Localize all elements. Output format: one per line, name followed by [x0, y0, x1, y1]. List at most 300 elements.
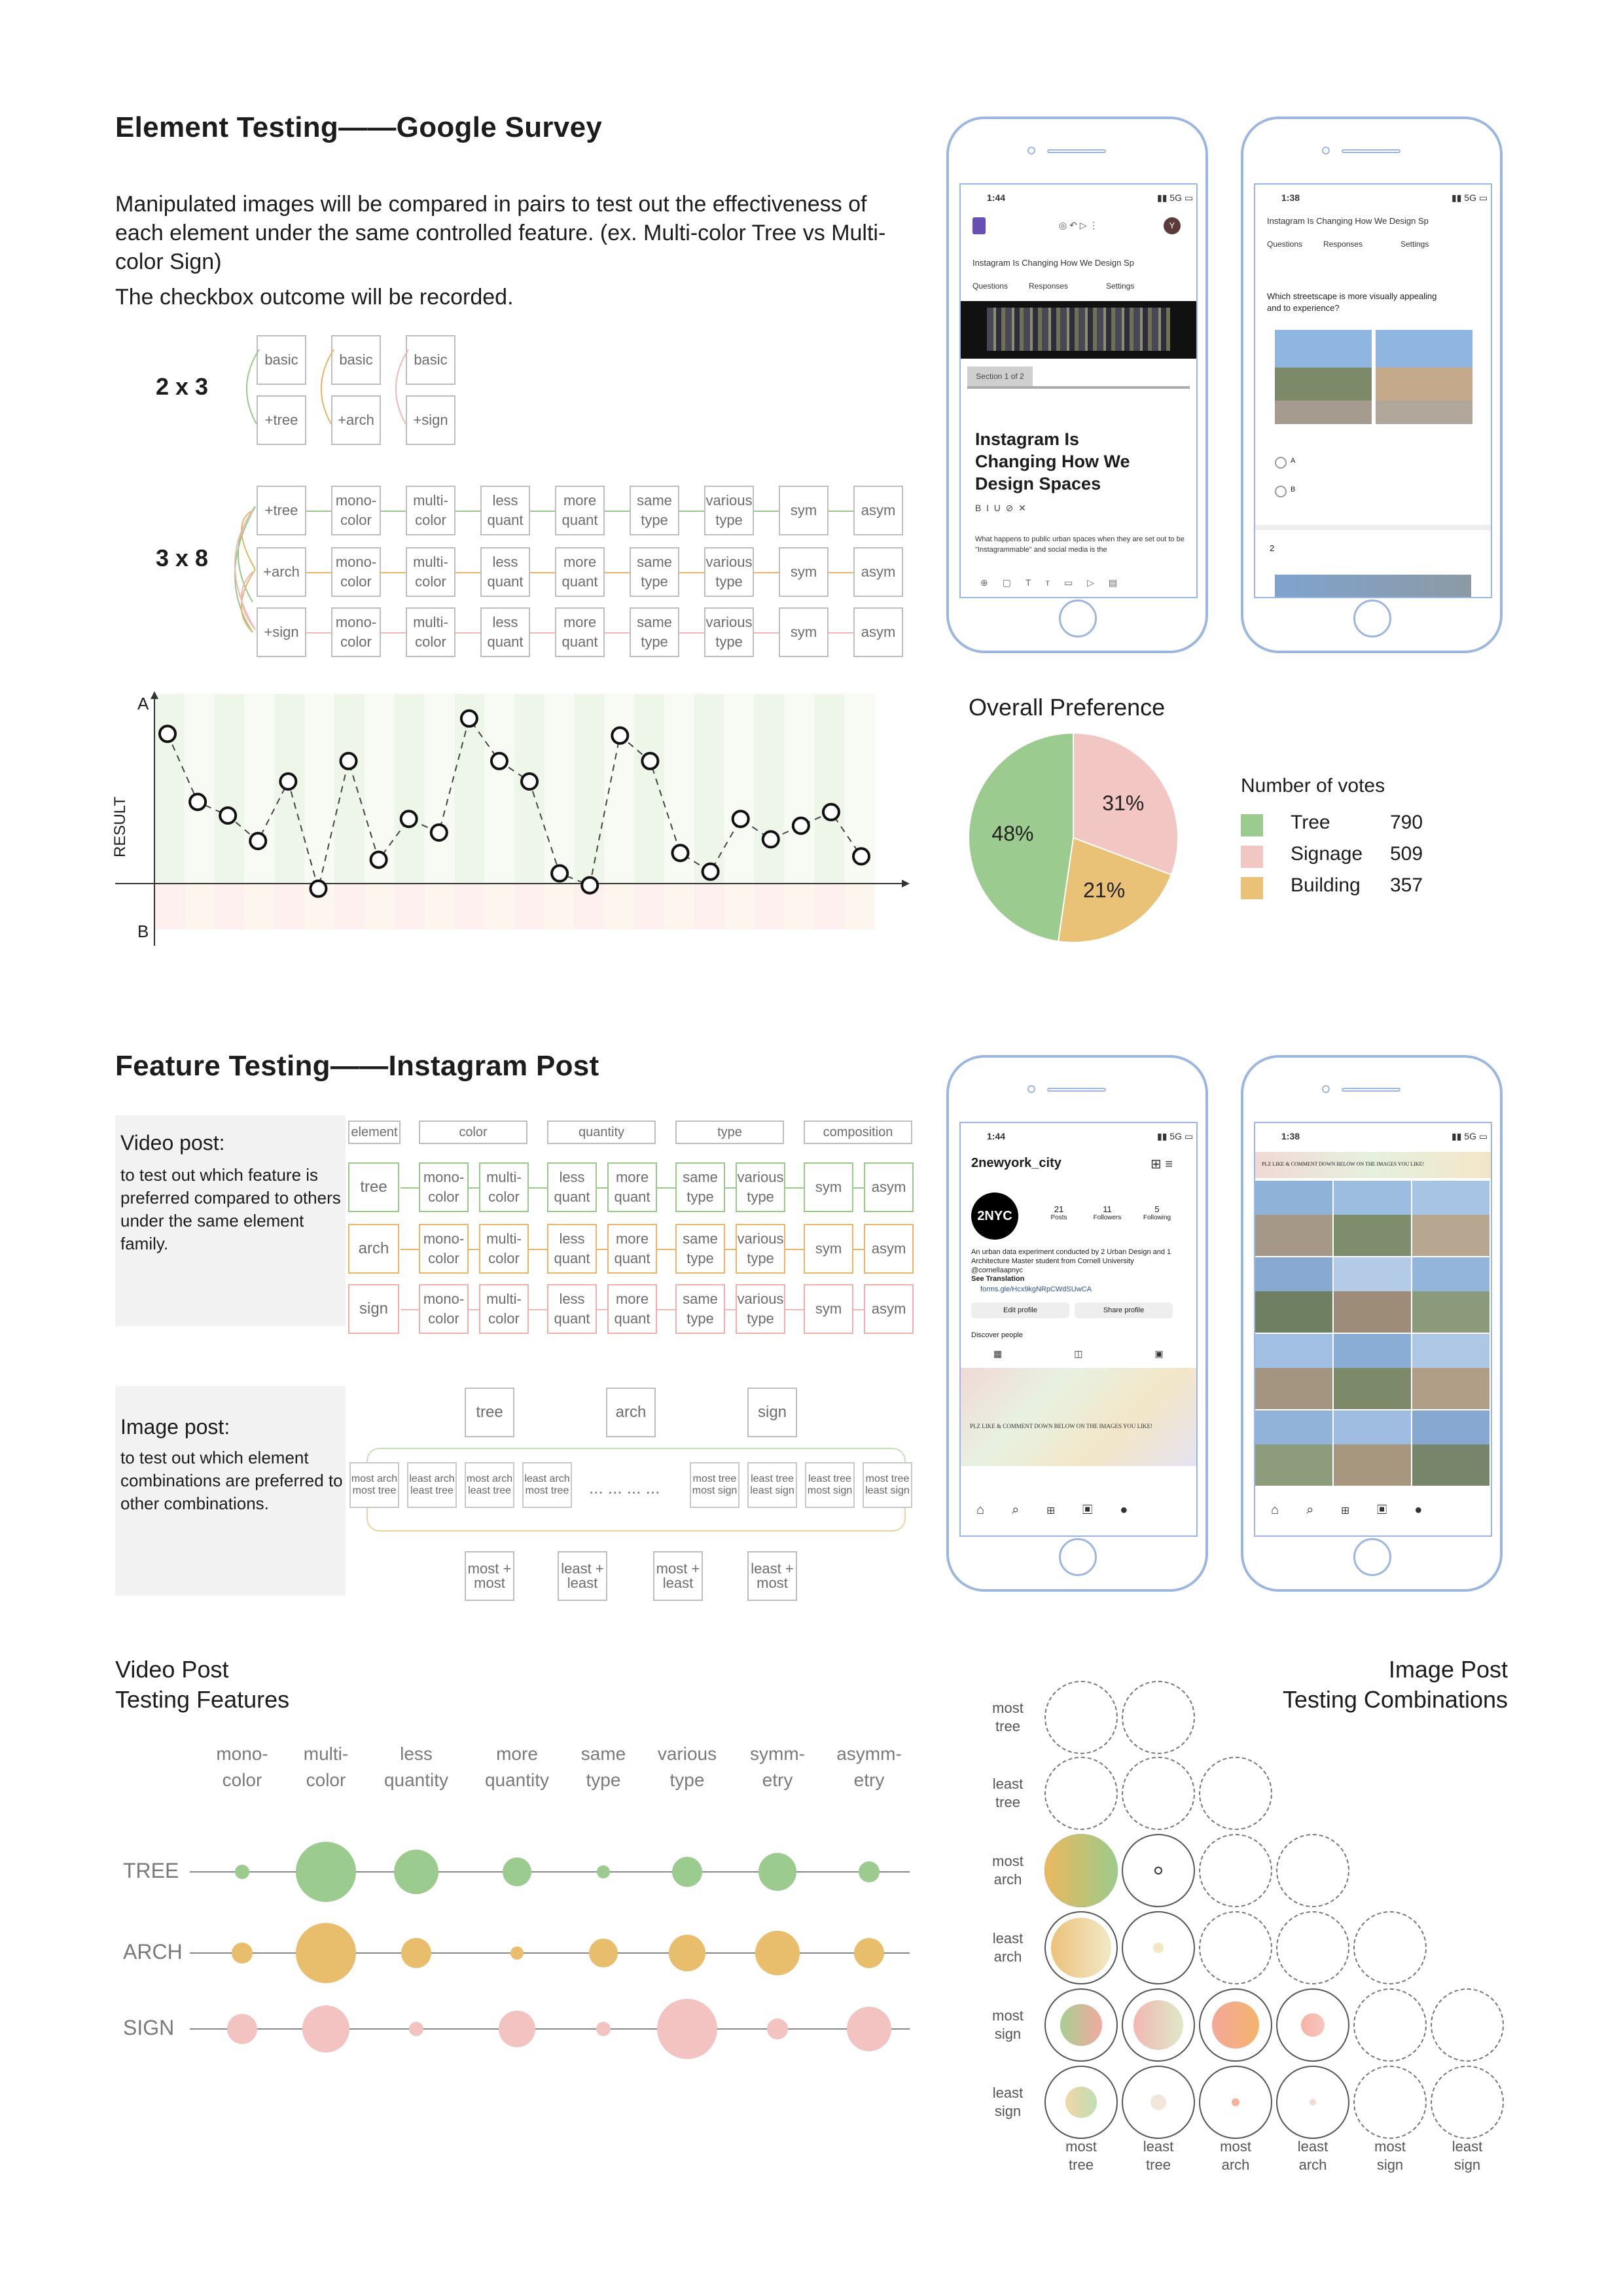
radio-a[interactable] [1275, 457, 1287, 469]
bg-stripe-a [785, 694, 815, 884]
combo-box: least arch most tree [522, 1462, 572, 1508]
stat-number: 21 [1054, 1204, 1064, 1214]
form-title: Instagram Is Changing How We Design Sp [1267, 216, 1429, 226]
label-3x8: 3 x 8 [156, 545, 209, 571]
bg-stripe-b [365, 884, 395, 929]
photo-thumbnail [1334, 1410, 1411, 1486]
feature-box: various type [704, 547, 754, 597]
section2-title: Feature Testing——Instagram Post [115, 1050, 599, 1082]
photo-thumbnail [1412, 1410, 1489, 1486]
feature-box: mono-color [331, 547, 381, 597]
bg-stripe-a [755, 694, 785, 884]
bubble-arch [510, 1946, 524, 1960]
bg-stripe-a [395, 694, 425, 884]
feature-box: asym [864, 1284, 914, 1334]
bottom-nav[interactable]: ⌂⌕⊞▣● [976, 1503, 1156, 1517]
bg-stripe-b [844, 884, 875, 929]
combo-box: least tree least sign [747, 1462, 797, 1508]
feature-box: sym [804, 1284, 853, 1334]
section1-desc: Manipulated images will be compared in pairs to test out the effectiveness of each element under the same controlled feature. (ex. Multi-color Tree vs Multi-color Sign) [115, 192, 886, 274]
section-badge: Section 1 of 2 [967, 367, 1033, 386]
legend-label: Tree [1291, 812, 1330, 833]
feature-box: multi-color [406, 547, 455, 597]
grid-col-label: most sign [1374, 2138, 1406, 2173]
feature-box: asym [853, 547, 903, 597]
post-banner[interactable] [961, 1368, 1196, 1466]
bg-stripe-b [274, 884, 305, 929]
grid-row-label: most arch [992, 1853, 1024, 1888]
bubble-arch [669, 1935, 705, 1971]
grid-cell-circle [1353, 2066, 1427, 2139]
feature-box: same type [630, 607, 679, 657]
combo-score-circle [1044, 1834, 1118, 1907]
pie-percent-label: 48% [991, 821, 1034, 846]
feature-box: mono-color [419, 1162, 469, 1212]
feature-box: asym [853, 607, 903, 657]
feature-box: mono-color [331, 486, 381, 535]
basic-box: basic [257, 335, 306, 385]
result-point [220, 808, 236, 823]
bg-stripe-b [215, 884, 245, 929]
stat-followers [1089, 1204, 1126, 1221]
grid-row-label: most sign [992, 2007, 1024, 2042]
bg-stripe-b [245, 884, 276, 929]
bottom-toolbar[interactable]: ⊕▢Tᴛ▭▷▤ [980, 577, 1132, 588]
bubble-tree [235, 1865, 249, 1879]
bg-stripe-b [544, 884, 575, 929]
combo-box: most tree least sign [863, 1462, 912, 1508]
bubble-sign [499, 2011, 535, 2047]
streetscape-image-b[interactable] [1376, 330, 1472, 424]
feature-box: multi-color [406, 486, 455, 535]
phone-instagram-2 [1241, 1055, 1503, 1592]
profile-tabs[interactable]: ▦◫▣ [993, 1348, 1236, 1359]
pie-title: Overall Preference [969, 694, 1166, 721]
status-time: 1:44 [987, 192, 1006, 203]
combo-score-circle [1310, 2099, 1316, 2106]
bg-stripe-a [245, 694, 276, 884]
combo-score-circle [1150, 2094, 1166, 2110]
toolbar-icons[interactable]: ◎ ↶ ▷ ⋮ [1059, 220, 1099, 230]
grid-cell-circle [1431, 1988, 1504, 2062]
bubble-arch [296, 1923, 356, 1983]
discover-people[interactable]: Discover people [971, 1331, 1023, 1339]
result-point [733, 811, 749, 827]
result-point [703, 864, 719, 880]
bubble-sign [596, 2022, 611, 2036]
profile-bio: An urban data experiment conducted by 2 Urban Design and 1 Architecture Master student from Cornell University @cornellaapnyc [971, 1248, 1171, 1274]
bubble-tree [394, 1850, 438, 1894]
legend-swatch [1241, 877, 1263, 899]
top-element-arch: arch [606, 1388, 656, 1437]
status-time: 1:38 [1281, 192, 1300, 203]
result-point [250, 833, 266, 849]
grid-col-label: most arch [1220, 2138, 1251, 2173]
bg-stripe-a [484, 694, 515, 884]
column-label-3: more quantity [484, 1744, 550, 1790]
element-box: +sign [257, 607, 306, 657]
combo-box: least tree most sign [805, 1462, 855, 1508]
image-post-heading: Image post: [120, 1415, 230, 1439]
feature-box: more quant [555, 547, 605, 597]
result-point [341, 753, 357, 769]
profile-link[interactable]: forms.gle/Hcx9kgNRpCWdSUwCA [980, 1285, 1092, 1293]
add-menu-icons[interactable]: ⊞ ≡ [1150, 1157, 1173, 1172]
tab-settings[interactable]: Settings [1106, 281, 1135, 291]
signal-icon: ▮▮ 5G ▭ [1452, 192, 1488, 203]
grid-cell-circle [1122, 1757, 1195, 1830]
feature-box: asym [864, 1162, 914, 1212]
feature-box: more quant [607, 1224, 657, 1274]
plus-arch-box: +arch [331, 395, 381, 445]
bg-stripe-b [694, 884, 725, 929]
bg-stripe-a [154, 694, 185, 884]
bg-stripe-b [605, 884, 635, 929]
photo-grid [1255, 1181, 1491, 1487]
header-quantity: quantity [547, 1121, 656, 1144]
bubble-tree [758, 1853, 796, 1891]
bg-stripe-b [395, 884, 425, 929]
result-point [642, 753, 658, 769]
stat-posts [1046, 1204, 1072, 1221]
section1-title: Element Testing——Google Survey [115, 111, 603, 143]
combo-score-circle [1051, 1918, 1111, 1978]
camera-icon [1027, 1085, 1035, 1093]
grid-row-label: most tree [992, 1700, 1024, 1734]
question-2-number: 2 [1270, 543, 1275, 553]
feature-box: mono-color [419, 1284, 469, 1334]
grid-row-label: least tree [992, 1776, 1024, 1810]
bubble-tree [859, 1861, 880, 1882]
photo-thumbnail [1334, 1181, 1411, 1256]
result-point [763, 831, 779, 847]
bubble-arch [755, 1931, 800, 1975]
section1-desc2: The checkbox outcome will be recorded. [115, 285, 514, 310]
row-label-sign: SIGN [123, 2016, 175, 2039]
grid-cell-circle [1353, 1988, 1427, 2062]
basic-box: basic [406, 335, 455, 385]
feature-box: various type [704, 607, 754, 657]
form-title: Instagram Is Changing How We Design Sp [972, 258, 1134, 268]
combo-score-circle [1065, 2087, 1097, 2118]
stat-label: Followers [1093, 1214, 1122, 1221]
phone-screen [959, 1122, 1236, 1537]
feature-box: same type [630, 547, 679, 597]
feature-box: mono-color [331, 607, 381, 657]
feature-box: various type [736, 1284, 785, 1334]
feature-box: multi-color [479, 1284, 529, 1334]
format-toolbar[interactable]: B I U ⊘ ✕ [975, 503, 1026, 513]
bg-stripe-a [185, 694, 215, 884]
tab-responses[interactable]: Responses [1323, 240, 1363, 249]
camera-icon [1322, 1085, 1330, 1093]
2x3-arrows [236, 340, 471, 445]
axis-result-label: RESULT [111, 797, 129, 857]
bg-stripe-a [304, 694, 335, 884]
home-button[interactable] [1059, 1538, 1097, 1576]
combo-score-circle [1133, 2000, 1183, 2050]
label-2x3: 2 x 3 [156, 373, 209, 400]
header-type: type [675, 1121, 784, 1144]
top-element-tree: tree [465, 1388, 514, 1437]
column-label-1: multi- color [303, 1744, 349, 1790]
bg-stripe-b [154, 884, 185, 929]
bottom-nav[interactable]: ⌂⌕⊞▣● [1271, 1503, 1450, 1517]
bubble-arch [589, 1939, 618, 1967]
combo-score-circle [1060, 2004, 1102, 2046]
column-label-2: less quantity [383, 1744, 449, 1790]
bottom-combo: least + most [747, 1551, 797, 1601]
testing-combinations-title: Testing Combinations [1282, 1686, 1508, 1713]
question-text: Which streetscape is more visually appealing and to experience? [1267, 291, 1437, 313]
see-translation[interactable]: See Translation [971, 1275, 1025, 1283]
bg-stripe-b [755, 884, 785, 929]
feature-box: various type [704, 486, 754, 535]
photo-thumbnail [1334, 1257, 1411, 1333]
profile-handle[interactable]: 2newyork_city [971, 1156, 1061, 1170]
video-post-desc: to test out which feature is preferred compared to others under the same element family. [120, 1165, 341, 1253]
element-box: +arch [257, 547, 306, 597]
result-point [612, 728, 628, 744]
bg-stripe-a [814, 694, 845, 884]
avatar[interactable]: 2NYC [971, 1193, 1018, 1240]
bubble-sign [657, 1999, 717, 2059]
grid-cell-circle [1044, 1681, 1118, 1754]
grid-col-label: least arch [1297, 2138, 1329, 2173]
bubble-tree [597, 1865, 610, 1878]
feature-box: more quant [607, 1162, 657, 1212]
pie-percent-label: 21% [1083, 878, 1126, 902]
feature-box: less quant [480, 486, 530, 535]
combo-score-circle [1154, 1867, 1162, 1874]
axis-b-label: B [137, 922, 149, 941]
home-button[interactable] [1353, 600, 1391, 637]
signal-icon: ▮▮ 5G ▭ [1157, 192, 1194, 203]
axis-a-label: A [137, 694, 149, 713]
combo-box: most tree most sign [690, 1462, 740, 1508]
stat-label: Posts [1050, 1214, 1067, 1221]
radio-b[interactable] [1275, 486, 1287, 497]
grid-cell-circle [1276, 1911, 1349, 1984]
bg-stripe-a [575, 694, 605, 884]
image-post-desc: to test out which element combinations are preferred to other combinations. [120, 1448, 343, 1513]
banner-text: PLZ LIKE & COMMENT DOWN BELOW ON THE IMAGES YOU LIKE! [1262, 1161, 1425, 1167]
speaker-grille [1047, 149, 1106, 153]
feature-box: more quant [607, 1284, 657, 1334]
phone-survey-2 [1241, 117, 1503, 653]
testing-features-title: Testing Features [115, 1686, 290, 1713]
result-point [401, 811, 417, 827]
feature-box: mono-color [419, 1224, 469, 1274]
bg-stripe-b [814, 884, 845, 929]
element-sign: sign [348, 1284, 399, 1334]
combo-score-circle [1232, 2098, 1240, 2106]
combo-score-circle [1301, 2013, 1325, 2037]
photo-thumbnail [1255, 1334, 1332, 1409]
bubble-sign [302, 2005, 349, 2053]
survey-heading: Instagram Is Changing How We Design Spaces [975, 429, 1130, 493]
result-point [280, 774, 296, 789]
bg-stripe-a [215, 694, 245, 884]
bg-stripe-b [724, 884, 755, 929]
image-post-title: Image Post [1388, 1656, 1508, 1683]
header-banner [1255, 1152, 1491, 1178]
bg-stripe-a [634, 694, 665, 884]
edit-profile-button[interactable]: Edit profile [971, 1302, 1069, 1318]
home-button[interactable] [1353, 1538, 1391, 1576]
result-point [793, 818, 809, 834]
feature-box: various type [736, 1162, 785, 1212]
status-time: 1:44 [987, 1131, 1006, 1141]
bottom-combo: most + most [465, 1551, 514, 1601]
header-color: color [419, 1121, 527, 1144]
legend-swatch [1241, 846, 1263, 868]
bottom-combo: least + least [558, 1551, 607, 1601]
feature-box: same type [630, 486, 679, 535]
bg-stripe-b [514, 884, 545, 929]
speaker-grille [1342, 1088, 1400, 1092]
feature-box: sym [779, 607, 829, 657]
element-arch: arch [348, 1224, 399, 1274]
legend-label: Signage [1291, 843, 1363, 865]
result-point [371, 852, 387, 868]
result-point [310, 881, 326, 897]
feature-box: multi-color [479, 1224, 529, 1274]
feature-box: same type [675, 1224, 725, 1274]
feature-box: various type [736, 1224, 785, 1274]
grid-col-label: least tree [1143, 2138, 1174, 2173]
image-post-panel [115, 1386, 346, 1596]
column-label-6: symm- etry [750, 1744, 805, 1790]
legend-value: 357 [1390, 874, 1423, 896]
feature-box: less quant [480, 607, 530, 657]
feature-box: less quant [547, 1284, 597, 1334]
grid-cell-circle [1276, 1834, 1349, 1907]
result-point [431, 825, 447, 840]
grid-cell-circle [1431, 2066, 1504, 2139]
bubble-sign [227, 2014, 257, 2044]
column-label-0: mono- color [216, 1744, 268, 1790]
bottom-combo: most + least [653, 1551, 703, 1601]
feature-box: less quant [547, 1224, 597, 1274]
result-point [672, 845, 688, 861]
bg-stripe-a [544, 694, 575, 884]
phone-instagram-1 [946, 1055, 1236, 1592]
grid-cell-circle [1044, 1757, 1118, 1830]
feature-box: asym [864, 1224, 914, 1274]
combo-box: most arch least tree [465, 1462, 514, 1508]
option-b-label: B [1291, 486, 1296, 493]
feature-box: sym [804, 1224, 853, 1274]
row-label-tree: TREE [123, 1859, 179, 1882]
grid-row-label: least arch [992, 1930, 1024, 1965]
bubble-arch [854, 1938, 884, 1968]
forms-logo-icon [972, 217, 986, 234]
bubble-arch [232, 1943, 253, 1964]
tab-responses[interactable]: Responses [1029, 281, 1069, 291]
bubble-sign [767, 2018, 788, 2039]
grid-col-label: most tree [1065, 2138, 1097, 2173]
plus-tree-box: +tree [257, 395, 306, 445]
feature-box: sym [779, 486, 829, 535]
element-box: +tree [257, 486, 306, 535]
bubble-sign [847, 2007, 891, 2051]
bg-stripe-b [425, 884, 455, 929]
feature-box: sym [804, 1162, 853, 1212]
question-divider [1255, 525, 1491, 530]
top-element-sign: sign [747, 1388, 797, 1437]
column-label-7: asymm- etry [836, 1744, 902, 1790]
bubble-tree [672, 1857, 702, 1887]
option-a-label: A [1291, 457, 1296, 465]
combo-ellipsis: ... ... ... ... [589, 1478, 660, 1498]
phone-screen [1254, 1122, 1492, 1537]
row-label-arch: ARCH [123, 1940, 183, 1964]
avatar[interactable]: Y [1164, 217, 1181, 234]
element-tree: tree [348, 1162, 399, 1212]
combo-box: most arch most tree [349, 1462, 399, 1508]
pie-chart [962, 726, 1185, 949]
column-label-4: same type [580, 1744, 626, 1790]
feature-box: same type [675, 1162, 725, 1212]
signal-icon: ▮▮ 5G ▭ [1157, 1131, 1194, 1141]
feature-box: asym [853, 486, 903, 535]
photo-thumbnail [1255, 1410, 1332, 1486]
grid-cell-circle [1199, 1911, 1272, 1984]
stat-label: Following [1143, 1214, 1171, 1221]
feature-box: same type [675, 1284, 725, 1334]
survey-body: What happens to public urban spaces when they are set out to be "Instagrammable" and social media is the [975, 535, 1185, 554]
stat-number: 11 [1103, 1204, 1112, 1214]
bubble-tree [503, 1857, 531, 1886]
grid-cell-circle [1122, 1681, 1195, 1754]
photo-thumbnail [1412, 1334, 1489, 1409]
combo-bracket-orange [366, 1504, 906, 1532]
status-time: 1:38 [1281, 1131, 1300, 1141]
home-button[interactable] [1059, 600, 1097, 637]
camera-icon [1322, 147, 1330, 154]
combo-score-circle [1212, 2001, 1259, 2049]
combo-score-circle [1153, 1943, 1164, 1953]
banner-text: PLZ LIKE & COMMENT DOWN BELOW ON THE IMAGES YOU LIKE! [970, 1423, 1153, 1429]
grid-cell-circle [1199, 1834, 1272, 1907]
legend-value: 509 [1390, 843, 1423, 865]
bg-stripe-b [454, 884, 485, 929]
video-post-panel [115, 1115, 346, 1326]
section-divider [967, 386, 1190, 389]
tab-questions[interactable]: Questions [972, 281, 1008, 291]
tab-questions[interactable]: Questions [1267, 240, 1303, 249]
result-point [823, 804, 839, 820]
feature-box: less quant [547, 1162, 597, 1212]
stat-following [1139, 1204, 1175, 1221]
header-composition: composition [804, 1121, 912, 1144]
result-point [582, 878, 597, 893]
camera-icon [1027, 147, 1035, 154]
tab-settings[interactable]: Settings [1400, 240, 1429, 249]
bg-stripe-b [785, 884, 815, 929]
bg-stripe-a [724, 694, 755, 884]
photo-thumbnail [1412, 1257, 1489, 1333]
bubble-sign [409, 2022, 423, 2036]
streetscape-image-a[interactable] [1275, 330, 1372, 424]
photo-thumbnail [1334, 1334, 1411, 1409]
result-point [522, 774, 537, 789]
legend-label: Building [1291, 874, 1361, 896]
legend-swatch [1241, 814, 1263, 836]
share-profile-button[interactable]: Share profile [1075, 1302, 1173, 1318]
phone-screen [959, 183, 1198, 598]
